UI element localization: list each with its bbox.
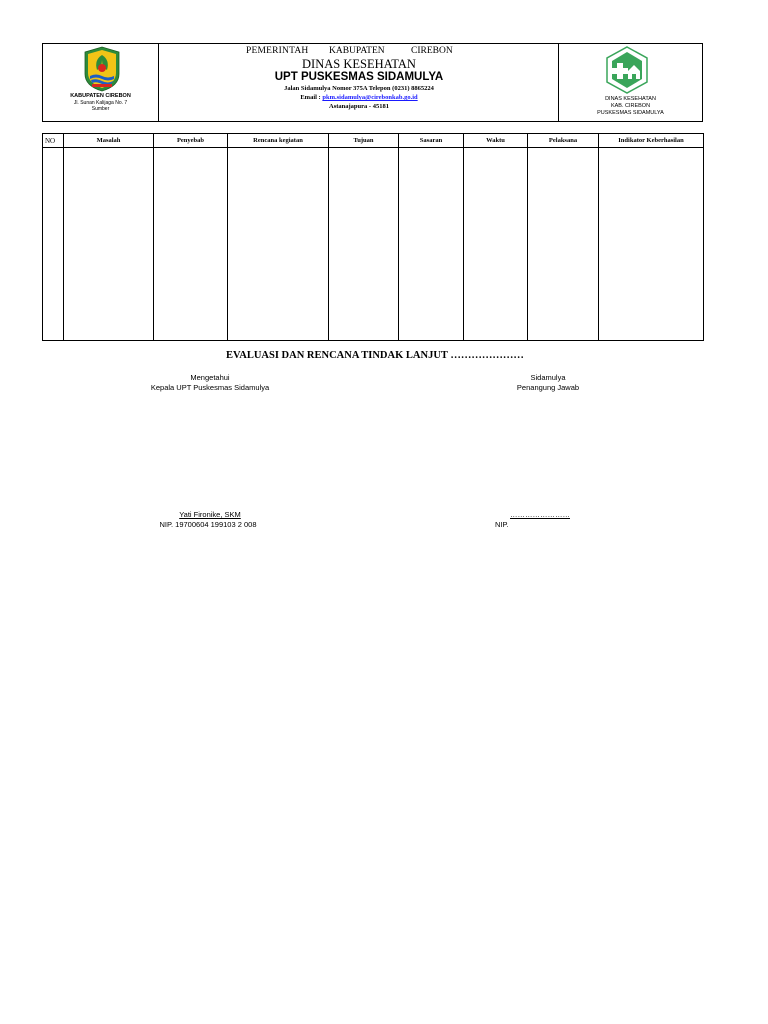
sig-right-place: Sidamulya	[530, 373, 566, 382]
col-header-penyebab: Penyebab	[154, 134, 228, 148]
col-header-rencana-kegiatan: Rencana kegiatan	[228, 134, 329, 148]
header-kabupaten: KABUPATEN	[329, 46, 385, 56]
region-name: KABUPATEN CIREBON	[70, 93, 131, 99]
sig-right-role: Penangung Jawab	[516, 383, 580, 392]
cell-rencana-kegiatan[interactable]	[228, 148, 329, 341]
letterhead-right-cell	[559, 44, 702, 121]
cell-sasaran[interactable]	[399, 148, 464, 341]
cell-penyebab[interactable]	[154, 148, 228, 341]
header-email-line	[158, 94, 560, 101]
puskesmas-caption-line1: DINAS KESEHATAN	[605, 96, 656, 102]
table-row	[43, 148, 704, 341]
cell-no[interactable]	[43, 148, 64, 341]
email-link[interactable]: pkm.sidamulya@cirebonkab.go.id	[322, 94, 418, 101]
letterhead-left-cell	[43, 44, 159, 121]
col-header-masalah: Masalah	[64, 134, 154, 148]
cell-waktu[interactable]	[464, 148, 528, 341]
col-header-pelaksana: Pelaksana	[528, 134, 599, 148]
header-dinas-kesehatan: DINAS KESEHATAN	[302, 57, 416, 71]
cell-masalah[interactable]	[64, 148, 154, 341]
sig-left-nip: NIP. 19700604 199103 2 008	[159, 520, 257, 529]
header-postcode: Astanajapura - 45181	[329, 103, 389, 110]
sig-left-name: Yati Fironike, SKM	[179, 510, 241, 519]
sig-left-role: Kepala UPT Puskesmas Sidamulya	[150, 383, 270, 392]
evaluation-title: EVALUASI DAN RENCANA TINDAK LANJUT …………………	[226, 350, 524, 361]
table-header-row	[43, 134, 704, 148]
col-header-indikator: Indikator Keberhasilan	[599, 134, 704, 148]
action-plan-table	[42, 133, 704, 341]
puskesmas-caption-line2: KAB. CIREBON	[610, 103, 651, 109]
sig-right-nip: NIP.	[495, 520, 509, 529]
puskesmas-caption-line3: PUSKESMAS SIDAMULYA	[597, 110, 664, 116]
cell-indikator[interactable]	[599, 148, 704, 341]
region-address-line1: Jl. Sunan Kalijaga No. 7	[73, 100, 128, 106]
sig-left-acknowledge: Mengetahui	[190, 373, 230, 382]
header-address: Jalan Sidamulya Nomor 375A Telepon (0231) 8865224	[284, 85, 434, 92]
header-cirebon: CIREBON	[411, 46, 453, 56]
email-label: Email :	[300, 94, 323, 101]
col-header-tujuan: Tujuan	[329, 134, 399, 148]
header-upt-name: UPT PUSKESMAS SIDAMULYA	[274, 71, 444, 83]
region-address-line2: Sumber	[91, 106, 110, 112]
col-header-sasaran: Sasaran	[399, 134, 464, 148]
col-header-waktu: Waktu	[464, 134, 528, 148]
col-header-no: NO	[43, 134, 64, 148]
kabupaten-cirebon-crest-icon	[81, 46, 123, 92]
header-pemerintah: PEMERINTAH	[246, 46, 309, 56]
cell-pelaksana[interactable]	[528, 148, 599, 341]
sig-right-name: ……………………	[510, 510, 570, 519]
puskesmas-logo-icon	[603, 45, 651, 95]
cell-tujuan[interactable]	[329, 148, 399, 341]
